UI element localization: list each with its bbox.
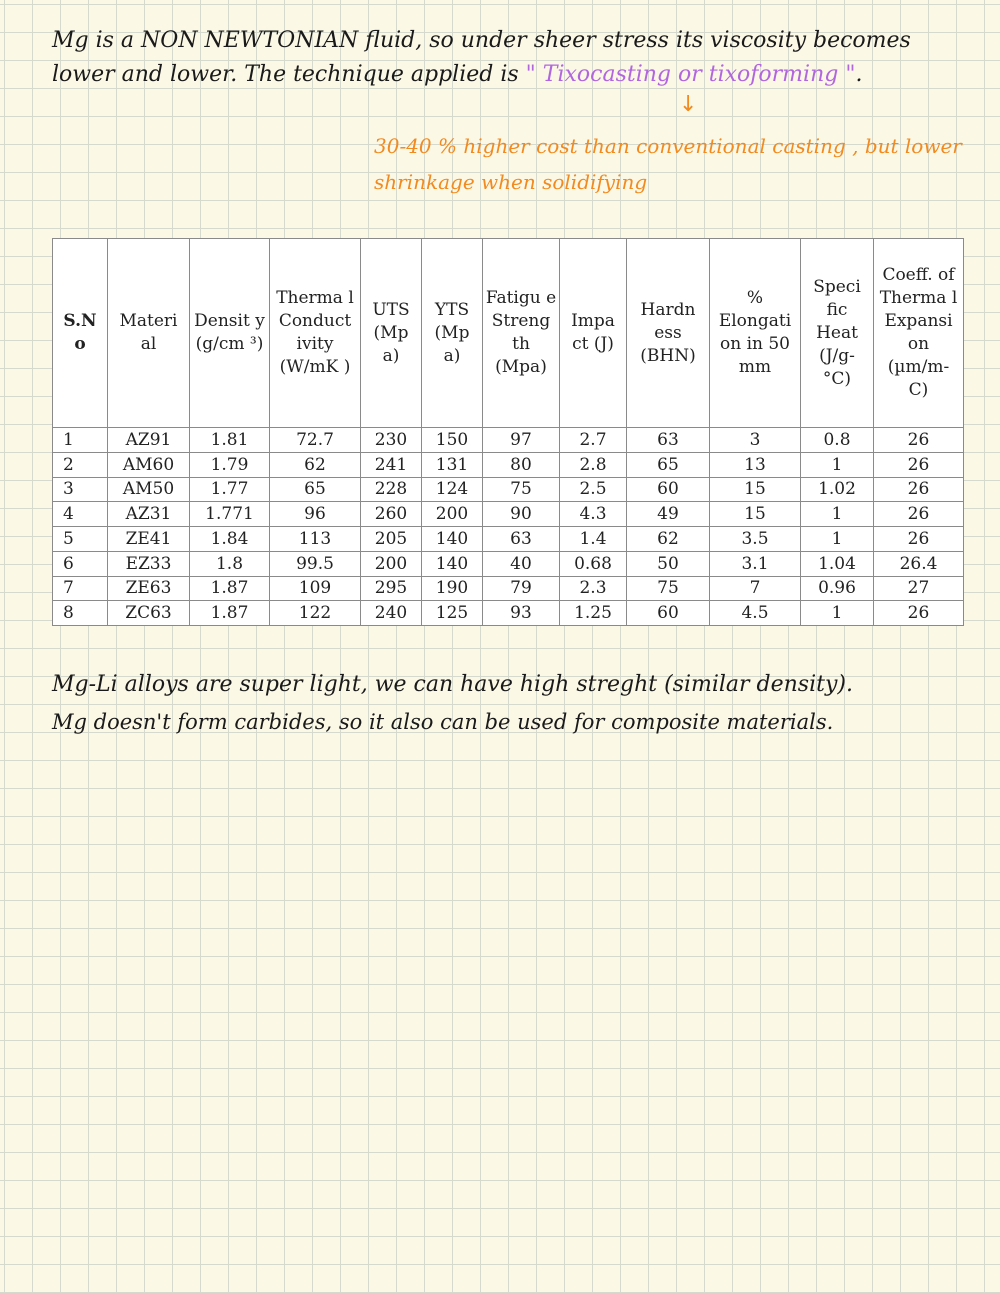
table-cell: 260: [361, 502, 422, 527]
table-cell: 150: [422, 428, 483, 453]
table-cell: 1: [801, 601, 874, 626]
table-cell: 93: [483, 601, 560, 626]
table-cell: 15: [710, 477, 801, 502]
header-sno: S.N o: [53, 239, 108, 428]
table-cell: 7: [53, 576, 108, 601]
table-row: [53, 502, 964, 527]
cost-note-line-1: 30-40 % higher cost than conventional casting , but lower: [374, 134, 962, 158]
table-cell: 131: [422, 452, 483, 477]
table-cell: 2: [53, 452, 108, 477]
table-cell: 13: [710, 452, 801, 477]
intro-note-line-2-end: .: [855, 62, 863, 87]
table-cell: 0.68: [560, 551, 627, 576]
table-cell: 1.771: [190, 502, 270, 527]
header-thermal-conductivity: Therma l Conduct ivity (W/mK ): [270, 239, 361, 428]
table-cell: 1.87: [190, 576, 270, 601]
header-impact: Impa ct (J): [560, 239, 627, 428]
table-row: [53, 601, 964, 626]
carbides-note: Mg doesn't form carbides, so it also can be used for composite materials.: [52, 710, 834, 734]
table-cell: 65: [627, 452, 710, 477]
table-cell: 205: [361, 527, 422, 552]
table-cell: 26.4: [874, 551, 964, 576]
table-cell: 6: [53, 551, 108, 576]
table-cell: 26: [874, 502, 964, 527]
table-cell: 65: [270, 477, 361, 502]
table-row: [53, 576, 964, 601]
table-cell: 1.81: [190, 428, 270, 453]
table-cell: 1.8: [190, 551, 270, 576]
table-cell: 62: [627, 527, 710, 552]
mg-li-note: Mg-Li alloys are super light, we can have high streght (similar density).: [52, 672, 853, 697]
table-cell: 7: [710, 576, 801, 601]
table-cell: 113: [270, 527, 361, 552]
table-cell: 60: [627, 477, 710, 502]
table-cell: 1: [801, 502, 874, 527]
table-cell: 26: [874, 601, 964, 626]
table-cell: 3: [710, 428, 801, 453]
table-cell: 1.02: [801, 477, 874, 502]
header-uts: UTS (Mp a): [361, 239, 422, 428]
table-cell: EZ33: [108, 551, 190, 576]
table-cell: 1.79: [190, 452, 270, 477]
table-cell: 240: [361, 601, 422, 626]
table-cell: 1.77: [190, 477, 270, 502]
table-cell: 49: [627, 502, 710, 527]
table-row: [53, 428, 964, 453]
table-cell: 1: [801, 527, 874, 552]
table-cell: 4.3: [560, 502, 627, 527]
header-yts: YTS (Mp a): [422, 239, 483, 428]
table-row: [53, 551, 964, 576]
table-cell: 40: [483, 551, 560, 576]
table-cell: 190: [422, 576, 483, 601]
table-cell: ZC63: [108, 601, 190, 626]
header-thermal-expansion: Coeff. of Therma l Expansi on (µm/m- C): [874, 239, 964, 428]
table-cell: 80: [483, 452, 560, 477]
table-cell: 124: [422, 477, 483, 502]
table-cell: 3: [53, 477, 108, 502]
table-cell: 200: [361, 551, 422, 576]
header-material: Materi al: [108, 239, 190, 428]
table-cell: 26: [874, 428, 964, 453]
intro-note-line-1: Mg is a NON NEWTONIAN fluid, so under sheer stress its viscosity becomes: [52, 28, 911, 53]
cost-note-line-2: shrinkage when solidifying: [374, 170, 648, 194]
table-cell: 2.3: [560, 576, 627, 601]
table-cell: AZ91: [108, 428, 190, 453]
down-arrow-icon: ↓: [679, 92, 698, 117]
table-cell: ZE41: [108, 527, 190, 552]
table-cell: 109: [270, 576, 361, 601]
header-elongation: % Elongati on in 50 mm: [710, 239, 801, 428]
table-cell: 4.5: [710, 601, 801, 626]
table-cell: 0.8: [801, 428, 874, 453]
table-cell: 1: [53, 428, 108, 453]
table-cell: 230: [361, 428, 422, 453]
header-density: Densit y (g/cm ³): [190, 239, 270, 428]
header-hardness: Hardn ess (BHN): [627, 239, 710, 428]
table-cell: 3.1: [710, 551, 801, 576]
table-cell: 4: [53, 502, 108, 527]
table-cell: AZ31: [108, 502, 190, 527]
intro-note-line-2-text: lower and lower. The technique applied is: [52, 62, 526, 87]
table-cell: 63: [483, 527, 560, 552]
table-cell: 26: [874, 477, 964, 502]
table-cell: 62: [270, 452, 361, 477]
table-cell: 1.87: [190, 601, 270, 626]
table-cell: AM60: [108, 452, 190, 477]
table-cell: 26: [874, 527, 964, 552]
table-cell: 63: [627, 428, 710, 453]
table-row: [53, 527, 964, 552]
table-row: [53, 452, 964, 477]
table-cell: 1: [801, 452, 874, 477]
table-cell: 27: [874, 576, 964, 601]
technique-highlight: " Tixocasting or tixoforming ": [525, 62, 856, 87]
alloy-properties-table-image: [52, 238, 964, 626]
table-cell: 241: [361, 452, 422, 477]
table-cell: 228: [361, 477, 422, 502]
table-cell: 60: [627, 601, 710, 626]
table-cell: 26: [874, 452, 964, 477]
table-cell: 200: [422, 502, 483, 527]
table-header-row: [53, 239, 964, 428]
table-cell: AM50: [108, 477, 190, 502]
table-cell: 96: [270, 502, 361, 527]
header-fatigue-strength: Fatigu e Streng th (Mpa): [483, 239, 560, 428]
table-cell: 79: [483, 576, 560, 601]
table-cell: 1.04: [801, 551, 874, 576]
table-cell: 90: [483, 502, 560, 527]
table-row: [53, 477, 964, 502]
table-cell: 140: [422, 527, 483, 552]
table-cell: 295: [361, 576, 422, 601]
table-cell: 72.7: [270, 428, 361, 453]
alloy-properties-table: [52, 238, 964, 626]
table-cell: 3.5: [710, 527, 801, 552]
table-cell: 50: [627, 551, 710, 576]
header-specific-heat: Speci fic Heat (J/g- °C): [801, 239, 874, 428]
table-cell: 15: [710, 502, 801, 527]
table-cell: 8: [53, 601, 108, 626]
intro-note-line-2: [52, 62, 862, 87]
table-cell: 122: [270, 601, 361, 626]
table-cell: 0.96: [801, 576, 874, 601]
table-cell: 99.5: [270, 551, 361, 576]
table-cell: 1.4: [560, 527, 627, 552]
table-cell: 1.25: [560, 601, 627, 626]
table-cell: ZE63: [108, 576, 190, 601]
table-cell: 5: [53, 527, 108, 552]
table-cell: 1.84: [190, 527, 270, 552]
table-cell: 75: [627, 576, 710, 601]
table-cell: 97: [483, 428, 560, 453]
table-cell: 125: [422, 601, 483, 626]
table-cell: 75: [483, 477, 560, 502]
table-cell: 2.8: [560, 452, 627, 477]
table-cell: 2.7: [560, 428, 627, 453]
table-cell: 2.5: [560, 477, 627, 502]
table-cell: 140: [422, 551, 483, 576]
